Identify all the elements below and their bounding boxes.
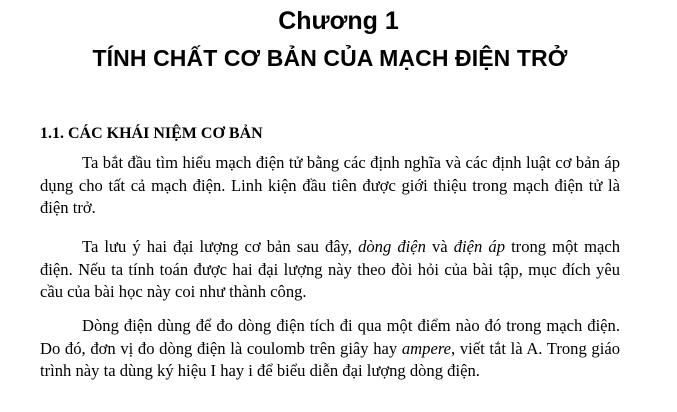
term-current: dòng điện <box>358 237 426 256</box>
paragraph-current-end: , viết tắt là A. Trong giáo trình này ta dùng ký hiệu I hay i để biểu diễn đại lượng dòng điện. <box>40 338 620 380</box>
paragraph-current-start: Dòng điện dùng để đo dòng điện tích đi qua một điểm nào đó trong mạch điện. Do đó, đơn vị đo dòng điện là coulomb trên giây hay <box>40 316 620 358</box>
section-heading: 1.1. CÁC KHÁI NIỆM CƠ BẢN <box>40 125 263 142</box>
paragraph-current-definition <box>40 315 620 383</box>
chapter-title: TÍNH CHẤT CƠ BẢN CỦA MẠCH ĐIỆN TRỞ <box>92 45 568 71</box>
paragraph-intro <box>40 152 620 220</box>
paragraph-quantities <box>40 236 620 304</box>
paragraph-quantities-start: Ta lưu ý hai đại lượng cơ bản sau đây, <box>82 237 359 256</box>
paragraph-quantities-end: trong một mạch điện. Nếu ta tính toán được hai đại lượng này theo đòi hỏi của bài tập, mục đích yêu cầu của bài học này coi như thành công. <box>40 237 621 301</box>
term-voltage: điện áp <box>453 237 505 256</box>
paragraph-intro-text: Ta bắt đầu tìm hiểu mạch điện tử bằng các định nghĩa và các định luật cơ bản áp dụng cho tất cả mạch điện. Linh kiện đầu tiên được giới thiệu trong mạch điện tử là điện trở. <box>40 153 620 217</box>
term-ampere: ampere <box>401 338 452 358</box>
chapter-label: Chương 1 <box>278 7 399 35</box>
paragraph-quantities-mid: và <box>425 237 454 256</box>
